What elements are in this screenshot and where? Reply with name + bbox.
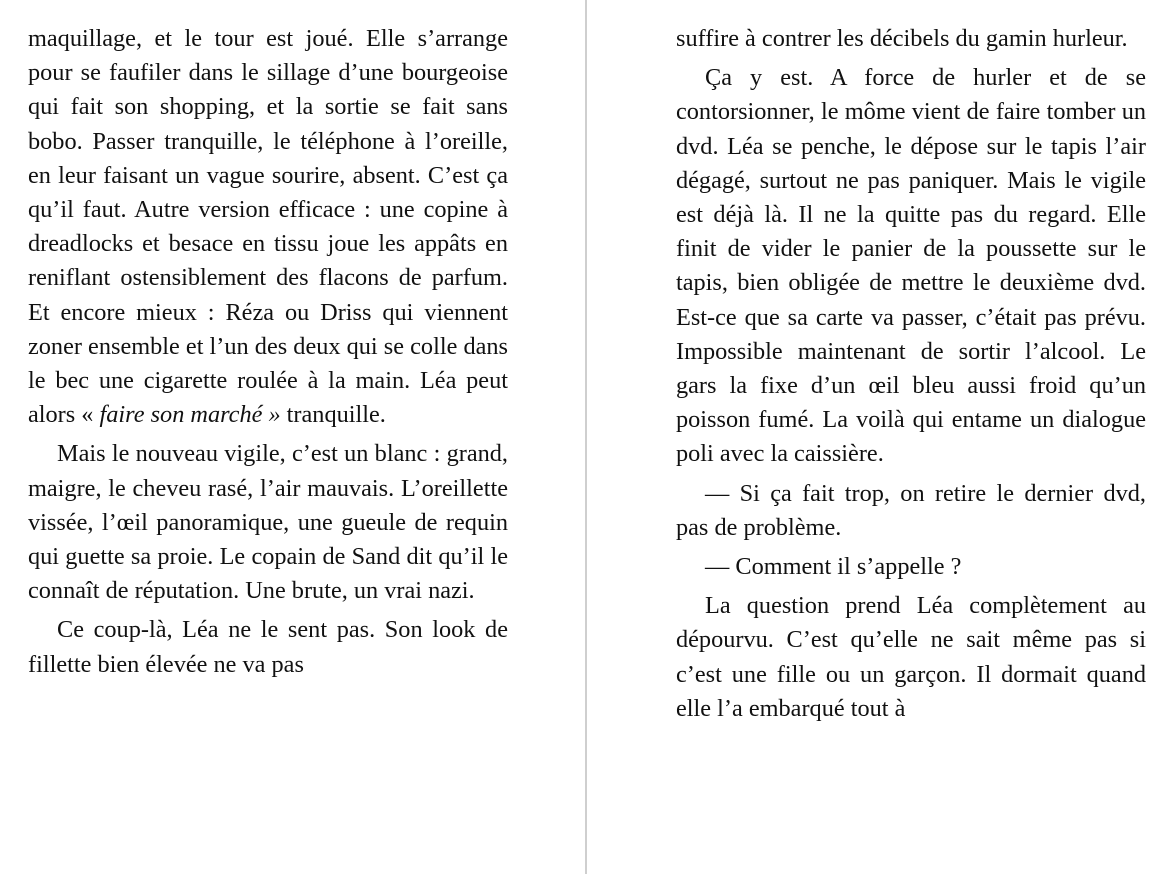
left-paragraph-3: Ce coup-là, Léa ne le sent pas. Son look de fillette bien élevée ne va pas [28,616,508,678]
right-page [588,0,1176,874]
left-paragraph-1 [28,22,508,432]
right-dialogue-1: — Si ça fait trop, on retire le dernier dvd, pas de problème. [676,479,1146,541]
right-paragraph-5: La question prend Léa complètement au dépourvu. C’est qu’elle ne sait même pas si c’est une fille ou un garçon. Il dormait quand elle l’a embarqué tout à [676,592,1146,722]
left-paragraph-1-italic-quote: faire son marché » [99,401,281,429]
right-paragraph-1: suffire à contrer les décibels du gamin hurleur. [676,25,1128,52]
right-paragraph-2: Ça y est. A force de hurler et de se contorsionner, le môme vient de faire tomber un dvd. Léa se penche, le dépose sur le tapis l’air dégagé, surtout ne pas paniquer. Mais le vigile est déjà là. Il ne la quitte pas du regard. Elle finit de vider le panier de la poussette sur le tapis, bien obligée de mettre le deuxième dvd. Est-ce que sa carte va passer, c’était pas prévu. Impossible maintenant de sortir l’alcool. Le gars la fixe d’un œil bleu aussi froid qu’un poisson fumé. La voilà qui entame un dialogue poli avec la caissière. [676,64,1146,468]
right-dialogue-2: — Comment il s’appelle ? [705,553,962,581]
left-paragraph-2: Mais le nouveau vigile, c’est un blanc : grand, maigre, le cheveu rasé, l’air mauvais. L’oreillette vissée, l’œil panoramique, une gueule de requin qui guette sa proie. Le copain de Sand dit qu’il le connaît de réputation. Une brute, un vrai nazi. [28,440,508,605]
page-gutter-divider [585,0,587,874]
left-paragraph-1-end: tranquille. [280,401,386,429]
left-page [0,0,586,874]
left-paragraph-1-text: maquillage, et le tour est joué. Elle s’arrange pour se faufiler dans le sillage d’une bourgeoise qui fait son shopping, et la sortie se fait sans bobo. Passer tranquille, le téléphone à l’oreille, en leur faisant un vague sourire, absent. C’est ça qu’il faut. Autre version efficace : une copine à dreadlocks et besace en tissu joue les appâts en reniflant ostensiblement des flacons de parfum. Et encore mieux : Réza ou Driss qui viennent zoner ensemble et l’un des deux qui se colle dans le bec une cigarette roulée à la main. Léa peut alors « [28,25,508,429]
